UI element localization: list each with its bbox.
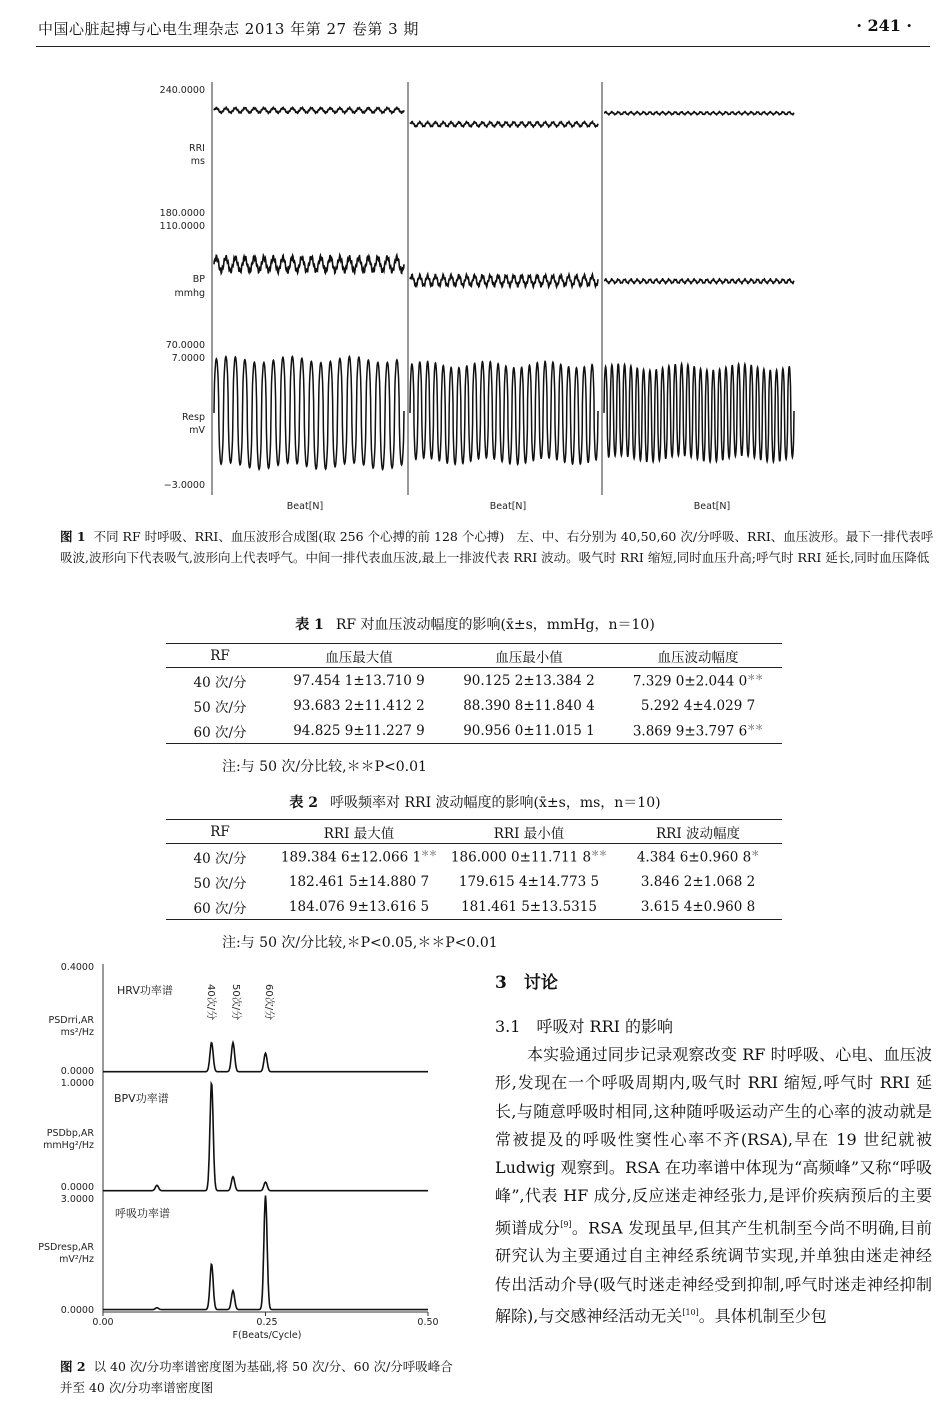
x-tick-label: 0.50 bbox=[417, 1317, 439, 1328]
trace-bp-50 bbox=[410, 274, 598, 287]
resp-ymax-label: 7.0000 bbox=[171, 353, 205, 364]
bpv-ymin-label: 0.0000 bbox=[60, 1182, 94, 1193]
rri-unit-label: ms bbox=[190, 156, 205, 167]
figure-2-caption bbox=[60, 1356, 460, 1398]
resp-spectrum-ylabel-1: PSDresp,AR bbox=[38, 1242, 94, 1253]
table-row bbox=[166, 869, 782, 894]
table-cell bbox=[274, 844, 444, 870]
body-text-part-3: 。具体机制至少包 bbox=[698, 1306, 827, 1326]
resp-spectrum-ymax-label: 3.0000 bbox=[60, 1194, 94, 1205]
table-2-note: 注:与 50 次/分比较,＊P<0.05,＊＊P<0.01 bbox=[222, 935, 498, 951]
hrv-ylabel-2: ms²/Hz bbox=[60, 1027, 94, 1038]
peak-label-60: 60次/分 bbox=[263, 984, 274, 1021]
figure-1-caption-text: 不同 RF 时呼吸、RRI、血压波形合成图(取 256 个心搏的前 128 个心搏) 左、中、右分别为 40,50,60 次/分呼吸、RRI、血压波形。最下一排代表呼吸波,波形向下代表吸气,波形向上代表呼气。中间一排代表血压波,最上一排波代表 RRI 波动。吸气时 RRI 缩短,同时血压升高;呼气时 RRI 延长,同时血压降低 bbox=[60, 529, 934, 565]
table-cell: 88.390 8±11.840 4 bbox=[463, 697, 595, 714]
trace-rri-40 bbox=[214, 107, 404, 113]
spectrum-trace-hrv bbox=[103, 1043, 428, 1072]
hrv-ymax-label: 0.4000 bbox=[60, 962, 94, 973]
figure-2-caption-text: 以 40 次/分功率谱密度图为基础,将 50 次/分、60 次/分呼吸峰合并至 40 次/分功率谱密度图 bbox=[60, 1359, 453, 1395]
x-axis-title: F(Beats/Cycle) bbox=[232, 1330, 302, 1341]
bpv-ylabel-1: PSDbp,AR bbox=[46, 1128, 94, 1139]
table-header-cell: RRI 最大值 bbox=[274, 820, 444, 844]
significance-mark: ＊ bbox=[751, 848, 760, 858]
trace-rri-60 bbox=[604, 112, 794, 115]
table-cell: 184.076 9±13.616 5 bbox=[288, 898, 430, 915]
cell-value: 189.384 6±12.066 1 bbox=[280, 849, 422, 866]
body-text-part-1: 本实验通过同步记录观察改变 RF 时呼吸、心电、血压波形,发现在一个呼吸周期内,吸气时 RRI 缩短,呼气时 RRI 延长,与随意呼吸时相同,这种随呼吸运动产生的心率的波动就是常被提及的呼吸性窦性心率不齐(RSA),早在 19 世纪就被 Ludwig 观察到。RSA 在功率谱中体现为“高频峰”又称“呼吸峰”,代表 HF 成分,反应迷走神经张力,是评价疾病预后的主要频谱成分 bbox=[495, 1045, 932, 1238]
x-tick-label: 0.00 bbox=[92, 1317, 114, 1328]
table-header-cell: RRI 波动幅度 bbox=[614, 820, 782, 844]
figure-1-tag: 图 1 bbox=[60, 529, 86, 544]
bpv-ymax-label: 1.0000 bbox=[60, 1078, 94, 1089]
resp-ymin-label: −3.0000 bbox=[163, 480, 205, 491]
table-cell bbox=[614, 844, 782, 870]
citation-9: [9] bbox=[560, 1219, 572, 1229]
table-2-tag: 表 2 bbox=[289, 795, 319, 811]
table-2-title-text: 呼吸频率对 RRI 波动幅度的影响(x̄±s，ms，n＝10) bbox=[330, 795, 661, 811]
table-cell: 50 次/分 bbox=[193, 875, 247, 892]
bp-axis-label: BP bbox=[192, 274, 205, 285]
table-cell: 182.461 5±14.880 7 bbox=[288, 873, 430, 890]
trace-bp-60 bbox=[604, 279, 794, 284]
table-row bbox=[166, 844, 782, 870]
resp-spectrum-ylabel-2: mV²/Hz bbox=[59, 1254, 94, 1265]
trace-resp-60 bbox=[604, 364, 794, 462]
resp-axis-label: Resp bbox=[182, 412, 205, 423]
table-cell: 94.825 9±11.227 9 bbox=[293, 722, 425, 739]
table-2-title bbox=[0, 792, 950, 812]
resp-spectrum-ymin-label: 0.0000 bbox=[60, 1305, 94, 1316]
trace-rri-50 bbox=[410, 122, 598, 128]
table-cell: 93.683 2±11.412 2 bbox=[293, 697, 425, 714]
trace-resp-50 bbox=[410, 362, 598, 465]
table-cell bbox=[444, 844, 614, 870]
journal-header: 中国心脏起搏与心电生理杂志 2013 年第 27 卷第 3 期 bbox=[38, 20, 419, 38]
table-cell: 40 次/分 bbox=[193, 674, 247, 691]
bp-ymin-label: 70.0000 bbox=[165, 340, 205, 351]
hrv-panel-title: HRV功率谱 bbox=[117, 984, 173, 997]
table-cell: 90.956 0±11.015 1 bbox=[463, 722, 595, 739]
figure-2-tag: 图 2 bbox=[60, 1359, 86, 1374]
x-axis-label-right: Beat[N] bbox=[693, 501, 731, 512]
table-cell: 97.454 1±13.710 9 bbox=[293, 672, 425, 689]
x-axis-label-left: Beat[N] bbox=[286, 501, 324, 512]
table-row bbox=[166, 693, 782, 718]
table-1-tag: 表 1 bbox=[295, 617, 324, 633]
rri-axis-label: RRI bbox=[188, 143, 205, 154]
table-header-cell: RF bbox=[166, 644, 274, 668]
table-row bbox=[166, 718, 782, 744]
table-2 bbox=[166, 819, 782, 920]
table-cell: 3.615 4±0.960 8 bbox=[640, 898, 756, 915]
bp-ymax-label: 110.0000 bbox=[159, 221, 205, 232]
table-cell: 60 次/分 bbox=[193, 900, 247, 917]
cell-value: 3.869 9±3.797 6 bbox=[632, 723, 748, 740]
table-header-row bbox=[166, 644, 782, 668]
table-cell bbox=[614, 718, 782, 744]
table-cell: 90.125 2±13.384 2 bbox=[463, 672, 595, 689]
table-row bbox=[166, 668, 782, 694]
table-header-cell: RF bbox=[166, 820, 274, 844]
body-paragraph bbox=[495, 1041, 932, 1331]
significance-mark: ＊＊ bbox=[421, 848, 438, 858]
figure-1-caption bbox=[60, 526, 935, 568]
bpv-ylabel-2: mmHg²/Hz bbox=[43, 1140, 94, 1151]
table-1 bbox=[166, 643, 782, 744]
rri-ymin-label: 180.0000 bbox=[159, 208, 205, 219]
table-header-cell: 血压最小值 bbox=[444, 644, 614, 668]
resp-unit-label: mV bbox=[189, 425, 205, 436]
peak-label-50: 50次/分 bbox=[230, 984, 241, 1021]
table-cell: 5.292 4±4.029 7 bbox=[640, 697, 756, 714]
table-cell: 179.615 4±14.773 5 bbox=[458, 873, 600, 890]
x-tick-label: 0.25 bbox=[256, 1317, 278, 1328]
table-header-cell: 血压最大值 bbox=[274, 644, 444, 668]
table-row bbox=[166, 894, 782, 920]
trace-resp-40 bbox=[214, 357, 404, 470]
cell-value: 186.000 0±11.711 8 bbox=[450, 849, 592, 866]
table-header-cell: 血压波动幅度 bbox=[614, 644, 782, 668]
body-text-part-2: 。RSA 发现虽早,但其产生机制至今尚不明确,目前研究认为主要通过自主神经系统调节实现,并单独由迷走神经传出活动介导(吸气时迷走神经受到抑制,呼气时迷走神经抑制解除),与交感神经活动无关 bbox=[495, 1218, 932, 1326]
table-1-note: 注:与 50 次/分比较,＊＊P<0.01 bbox=[222, 759, 427, 775]
table-header-cell: RRI 最小值 bbox=[444, 820, 614, 844]
figure-1-waveforms bbox=[0, 0, 950, 520]
hrv-ymin-label: 0.0000 bbox=[60, 1066, 94, 1077]
cell-value: 7.329 0±2.044 0 bbox=[632, 673, 748, 690]
cell-value: 4.384 6±0.960 8 bbox=[636, 849, 752, 866]
table-cell bbox=[614, 668, 782, 694]
table-cell: 40 次/分 bbox=[193, 850, 247, 867]
significance-mark: ＊＊ bbox=[591, 848, 608, 858]
table-cell: 60 次/分 bbox=[193, 724, 247, 741]
table-cell: 50 次/分 bbox=[193, 699, 247, 716]
figure-2-spectra bbox=[0, 955, 470, 1355]
trace-bp-40 bbox=[214, 255, 404, 273]
subsection-title: 3.1 呼吸对 RRI 的影响 bbox=[495, 1017, 674, 1036]
section-title: 3 讨论 bbox=[495, 973, 558, 993]
bpv-panel-title: BPV功率谱 bbox=[114, 1092, 169, 1105]
hrv-ylabel-1: PSDrri,AR bbox=[48, 1015, 94, 1026]
bp-unit-label: mmhg bbox=[174, 288, 205, 299]
table-1-title bbox=[0, 614, 950, 634]
page-number: · 241 · bbox=[856, 16, 912, 35]
rri-ymax-label: 240.0000 bbox=[159, 85, 205, 96]
table-cell: 3.846 2±1.068 2 bbox=[640, 873, 756, 890]
table-1-title-text: RF 对血压波动幅度的影响(x̄±s，mmHg，n＝10) bbox=[335, 617, 655, 633]
x-axis-label-middle: Beat[N] bbox=[489, 501, 527, 512]
table-cell: 181.461 5±13.5315 bbox=[461, 898, 597, 915]
significance-mark: ＊＊ bbox=[747, 672, 764, 682]
table-header-row bbox=[166, 820, 782, 844]
significance-mark: ＊＊ bbox=[747, 722, 764, 732]
peak-label-40: 40次/分 bbox=[205, 984, 216, 1021]
resp-panel-title: 呼吸功率谱 bbox=[115, 1207, 170, 1220]
citation-10: [10] bbox=[682, 1308, 699, 1317]
